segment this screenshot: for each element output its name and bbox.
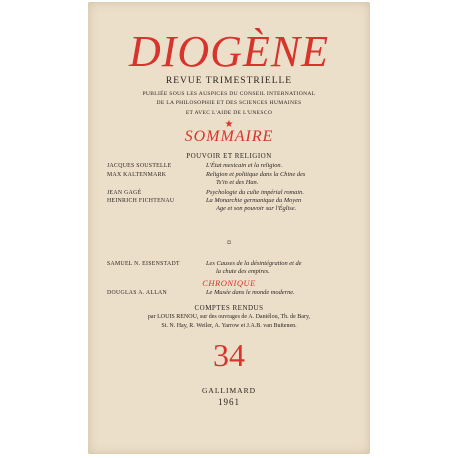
article-author: JACQUES SOUSTELLE: [107, 163, 172, 169]
publication-line: PUBLIÉE SOUS LES AUSPICES DU CONSEIL INTERNATIONAL: [142, 91, 316, 97]
article-title: [206, 162, 354, 170]
journal-cover: [88, 2, 370, 454]
chronicle-heading: CHRONIQUE: [202, 278, 256, 288]
publisher-name: GALLIMARD: [202, 386, 256, 395]
article-title-line: Religion et politique dans la Chine des: [206, 171, 306, 178]
publication-year: 1961: [218, 397, 240, 407]
article-title-line: Age et son pouvoir sur l'Église.: [216, 205, 297, 213]
reviews-line: par LOUIS RENOU, sur des ouvrages de A. Daniélou, Th. de Bary,: [147, 314, 311, 320]
reviews-line: St. N. Hay, R. Weiler, A. Yarrow et J.A.B. van Buitenen.: [161, 323, 297, 329]
article-author: HEINRICH FICHTENAU: [107, 198, 175, 204]
star-icon: ★: [224, 119, 234, 130]
issue-number: 34: [213, 337, 245, 373]
contents-heading: SOMMAIRE: [184, 128, 274, 145]
journal-subtitle: REVUE TRIMESTRIELLE: [165, 76, 293, 86]
journal-title: DIOGÈNE: [128, 27, 330, 76]
publication-note: [88, 90, 370, 118]
chronicle-author: DOUGLAS A. ALLAN: [107, 290, 168, 296]
article-title-line: Psychologie du culte impérial romain.: [206, 189, 304, 196]
article-title: [206, 260, 354, 277]
article-title-line: L'État mexicain et la religion.: [206, 162, 283, 169]
publication-line: ET AVEC L'AIDE DE L'UNESCO: [185, 109, 273, 116]
reviews-heading: COMPTES RENDUS: [194, 304, 264, 312]
article-title-line: Ts'in et des Han.: [216, 179, 259, 187]
article-author: SAMUEL N. EISENSTADT: [107, 261, 180, 267]
section-heading: POUVOIR ET RELIGION: [186, 152, 272, 160]
reviews-text: [110, 313, 348, 331]
publication-line: DE LA PHILOSOPHIE ET DES SCIENCES HUMAINES: [156, 100, 302, 107]
article-author: JEAN GAGÉ: [107, 190, 142, 196]
article-title-line: La Monarchie germanique du Moyen: [206, 197, 302, 204]
ornament-icon: ¤: [227, 238, 231, 247]
article-title-line: la chute des empires.: [216, 268, 270, 276]
article-title: [206, 197, 354, 214]
article-author: MAX KALTENMARK: [107, 172, 167, 178]
article-title-line: Les Causes de la désintégration et de: [206, 260, 302, 267]
article-title: [206, 171, 354, 188]
chronicle-title: Le Musée dans le monde moderne.: [206, 289, 295, 296]
